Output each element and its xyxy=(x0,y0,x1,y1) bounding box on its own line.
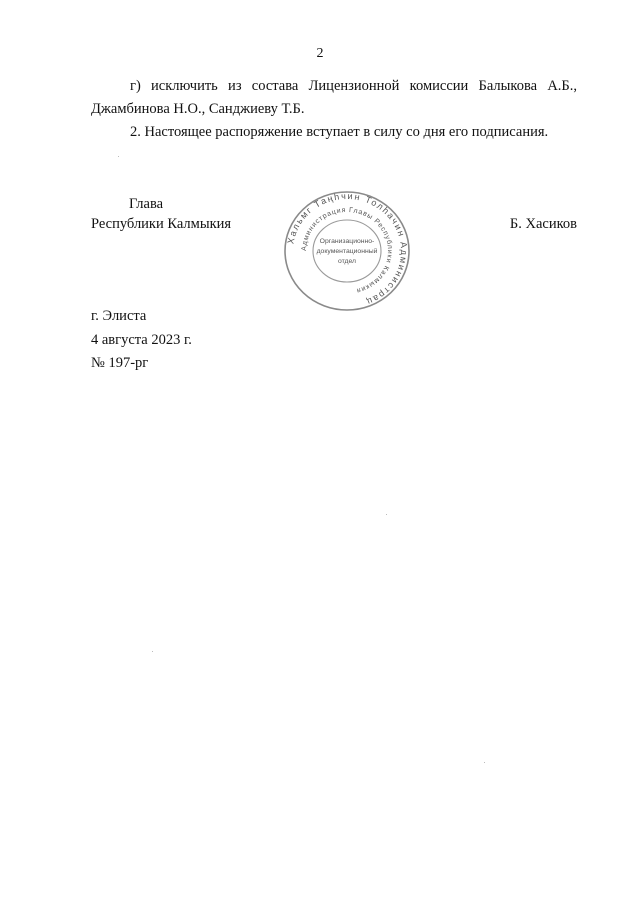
seal-graphic xyxy=(281,190,413,312)
paragraph-exclusion-line-1: г) исключить из состава Лицензионной комиссии Балыкова А.Б., xyxy=(130,78,577,94)
seal-center-line-1: Организационно- xyxy=(319,238,375,245)
seal-outer-text: Хальмг Таңһчин Толһачин Администрац xyxy=(285,190,410,308)
page-number: 2 xyxy=(316,46,324,61)
scan-speck xyxy=(484,762,485,763)
document-city: г. Элиста xyxy=(91,308,147,324)
document-details xyxy=(91,305,192,376)
signatory-title-line-2: Республики Калмыкия xyxy=(91,216,232,232)
paragraph-effective: 2. Настоящее распоряжение вступает в силу со дня его подписания. xyxy=(130,124,549,140)
seal-center-line-2: документационный xyxy=(316,248,378,255)
paragraph-exclusion-line-2: Джамбинова Н.О., Санджиеву Т.Б. xyxy=(91,101,305,117)
document-date: 4 августа 2023 г. xyxy=(91,331,192,348)
official-seal-stamp xyxy=(281,190,413,312)
signatory-name: Б. Хасиков xyxy=(509,216,577,232)
signatory-title-line-1: Глава xyxy=(129,196,164,212)
scan-speck xyxy=(386,514,387,515)
seal-center-line-3: отдел xyxy=(337,258,357,265)
document-number: № 197-рг xyxy=(91,355,149,371)
seal-inner-text: Администрация Главы Республики Калмыкия xyxy=(300,206,394,295)
paragraph-exclusion xyxy=(91,75,577,121)
scan-speck xyxy=(118,156,119,157)
scan-speck xyxy=(152,651,153,652)
